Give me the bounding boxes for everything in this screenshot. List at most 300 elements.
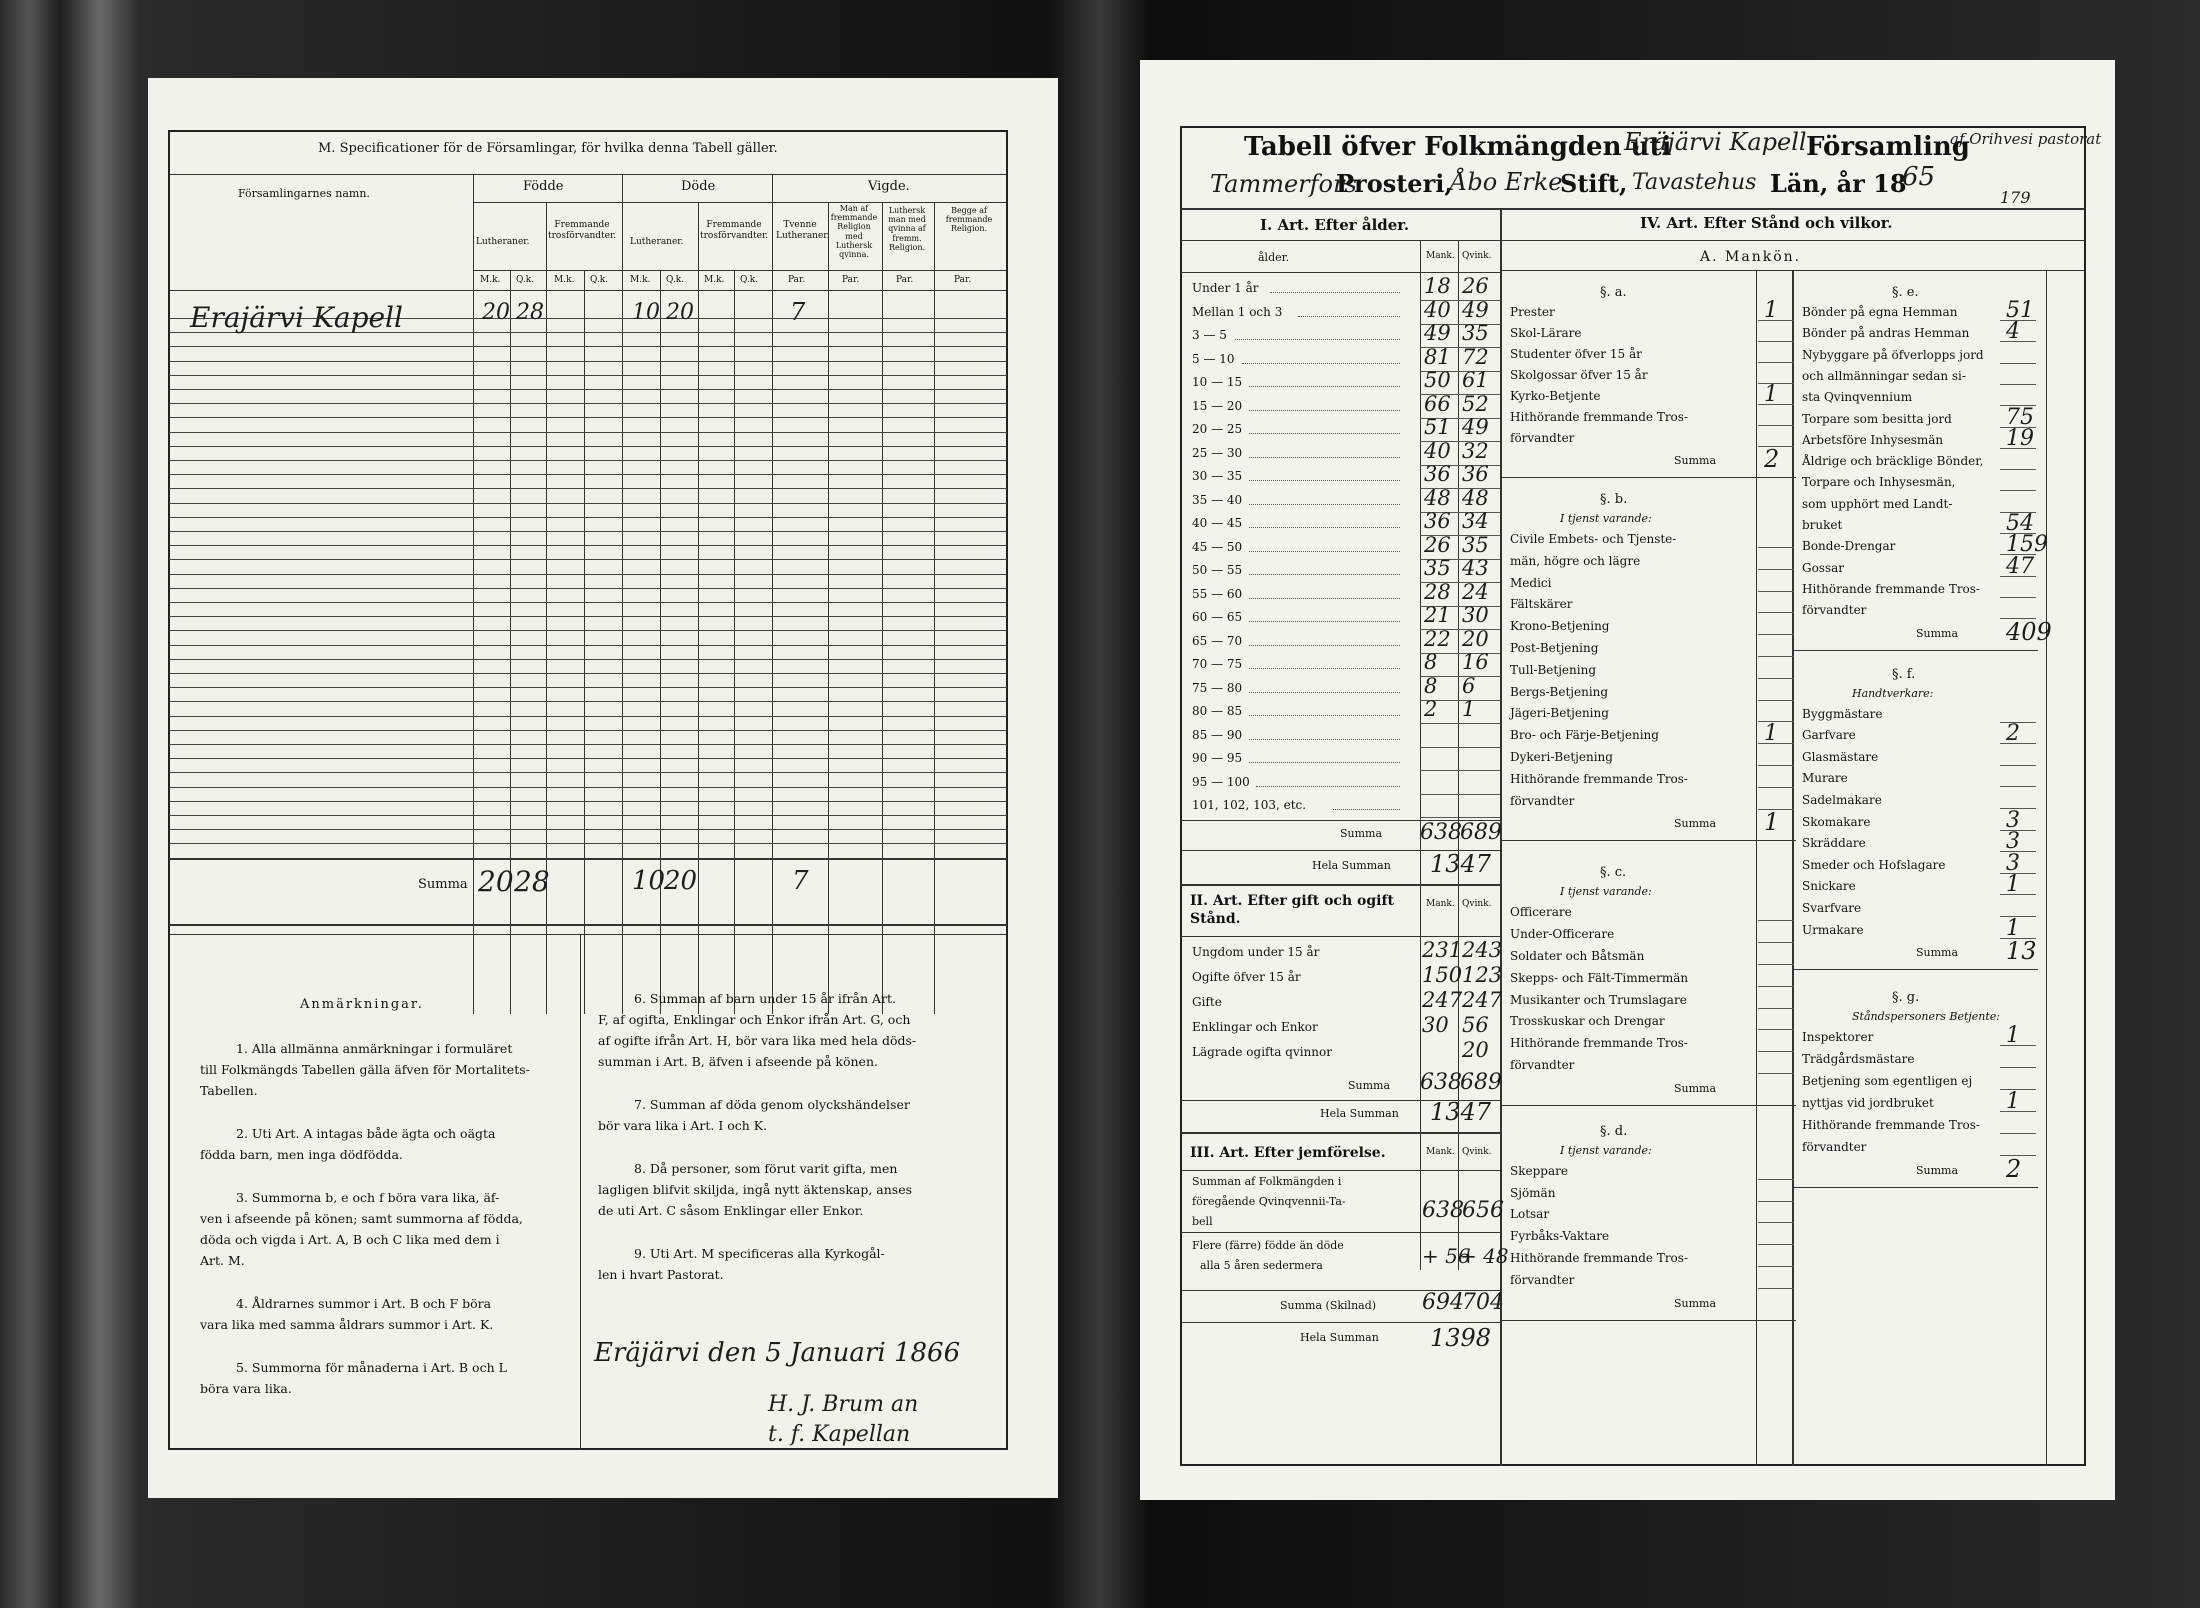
ruled-line (169, 730, 1007, 731)
section-row-label: Civile Embets- och Tjenste- (1510, 532, 1677, 546)
col-parish-name: Församlingarnes namn. (238, 187, 370, 200)
hdr-fodde-qk: Q.k. (516, 275, 535, 285)
ruled-line (169, 588, 1007, 589)
age-qvink: 49 (1462, 297, 1489, 322)
leader-dots (1249, 645, 1400, 646)
anm-title: Anmärkningar. (300, 997, 424, 1012)
art3-col-qvink: Qvink. (1462, 1147, 1492, 1157)
art3-r1-l3: bell (1192, 1215, 1213, 1228)
row-line (1758, 320, 1794, 321)
row-vigde-par: 7 (790, 298, 806, 326)
signature-title: t. f. Kapellan (768, 1422, 911, 1447)
section-row-label: Hithörande fremmande Tros- (1510, 1036, 1688, 1051)
vigde-man-fremm: Man af fremmande Religion med Luthersk qvinna. (830, 204, 878, 259)
row-line (1758, 547, 1794, 548)
row-line (2000, 363, 2036, 364)
row-line (1758, 591, 1794, 592)
age-qvink: 32 (1462, 438, 1489, 463)
age-mank: 28 (1424, 579, 1451, 604)
section-row-value: 1 (2006, 915, 2020, 941)
ruled-line (169, 744, 1007, 745)
dode-luth: Lutheraner. (630, 237, 684, 247)
section-summa-label: Summa (1916, 946, 1959, 960)
ruled-line (169, 758, 1007, 759)
section-row-value: 3 (2006, 807, 2020, 833)
ruled-line (169, 772, 1007, 773)
leader-dots (1249, 457, 1400, 458)
art1-summa-label: Summa (1340, 827, 1383, 840)
art2-qvink: 243 (1462, 938, 1503, 962)
ruled-line (169, 503, 1007, 504)
age-label: 101, 102, 103, etc. (1192, 798, 1307, 812)
note-line: F, af ogifta, Enklingar och Enkor ifrån Art. G, och (598, 1012, 911, 1027)
summa-line (1794, 969, 2038, 970)
leader-dots (1249, 715, 1400, 716)
section-row-label: Torpare och Inhysesmän, (1802, 475, 1956, 490)
age-mank: 66 (1424, 391, 1451, 416)
art1-summa-m: 638 (1420, 820, 1462, 845)
age-label: 75 — 80 (1192, 680, 1243, 695)
section-row-value: 4 (2006, 319, 2020, 345)
ruled-line (169, 801, 1007, 802)
art2-qvink: 56 (1462, 1013, 1489, 1037)
section-row-label: och allmänningar sedan si- (1802, 368, 1966, 383)
section-row-value: 1 (1764, 382, 1778, 407)
ruled-line (169, 701, 1007, 702)
ruled-line (169, 843, 1007, 844)
row-line (1758, 1051, 1794, 1052)
art2-mank: 30 (1422, 1013, 1449, 1037)
col-mank: Mank. (1426, 251, 1455, 261)
title-pre: Tabell öfver Folkmängden uti (1244, 132, 1672, 162)
hdr-par-4: Par. (954, 275, 972, 285)
ruled-line (169, 346, 1007, 347)
section-row-label: förvandter (1802, 603, 1867, 618)
section-row-label: Jägeri-Betjening (1510, 706, 1609, 721)
leader-dots (1242, 363, 1400, 364)
row-line (2000, 448, 2036, 449)
section-row-label: Skeppare (1510, 1163, 1568, 1178)
row-line (1758, 1008, 1794, 1009)
row-line (1758, 942, 1794, 943)
age-mank: 40 (1424, 297, 1451, 322)
age-qvink: 72 (1462, 344, 1489, 369)
row-line (2000, 597, 2036, 598)
age-qvink: 49 (1462, 415, 1489, 439)
age-mank: 36 (1424, 462, 1451, 486)
age-qvink: 24 (1462, 579, 1489, 604)
age-label: 20 — 25 (1192, 422, 1243, 436)
row-line (1758, 1222, 1794, 1223)
section-row-label: Bonde-Drengar (1802, 539, 1896, 554)
section-row-label: Betjening som egentligen ej (1802, 1074, 1973, 1089)
leader-dots (1249, 668, 1400, 669)
age-label: 65 — 70 (1192, 633, 1243, 648)
section-summa-value: 409 (2006, 617, 2052, 646)
ruled-line (169, 545, 1007, 546)
summa-line (1502, 1105, 1796, 1106)
section-row-label: förvandter (1802, 1140, 1867, 1155)
ruled-line (169, 460, 1007, 461)
notes-left (200, 1038, 570, 1399)
note-line: len i hvart Pastorat. (598, 1267, 724, 1282)
age-label: 60 — 65 (1192, 610, 1243, 624)
section-title: §. a. (1600, 285, 1627, 300)
note-line: 4. Åldrarnes summor i Art. B och F böra (236, 1296, 492, 1311)
art3-r2-l2: alla 5 åren sedermera (1200, 1259, 1323, 1272)
row-line (1758, 634, 1794, 635)
page-number: 179 (2000, 188, 2031, 207)
art2-mank: 247 (1422, 988, 1463, 1012)
row-line (1758, 743, 1794, 744)
leader-dots (1249, 598, 1400, 599)
prosteri: Prosteri, (1336, 169, 1453, 198)
art3-col-mank: Mank. (1426, 1147, 1455, 1157)
art3-title: III. Art. Efter jemförelse. (1190, 1145, 1386, 1161)
col-fodde: Födde (523, 179, 564, 194)
art2-summa-q: 689 (1460, 1070, 1502, 1095)
art3-skil-q: 704 (1462, 1290, 1504, 1315)
age-qvink: 6 (1462, 673, 1476, 698)
section-row-label: Torpare som besitta jord (1802, 411, 1952, 426)
ruled-line (169, 446, 1007, 447)
age-qvink: 61 (1462, 368, 1489, 392)
section-summa-label: Summa (1674, 817, 1717, 831)
hdr-par-3: Par. (896, 275, 914, 285)
section-summa-value: 2 (2006, 1155, 2022, 1184)
ruled-line (169, 659, 1007, 660)
section-row-value: 159 (2006, 532, 2048, 558)
art2-qvink: 20 (1462, 1038, 1489, 1062)
section-row-label: förvandter (1510, 1058, 1575, 1072)
a-manko: A. Mankön. (1700, 249, 1802, 265)
leader-dots (1249, 480, 1400, 481)
section-row-label: Soldater och Båtsmän (1510, 949, 1645, 963)
section-row-label: förvandter (1510, 793, 1575, 808)
age-label: 40 — 45 (1192, 516, 1243, 530)
section-row-value: 2 (2006, 721, 2020, 747)
section-row-label: Sadelmakare (1802, 792, 1882, 807)
art2-col-mank: Mank. (1426, 899, 1455, 909)
section-row-label: nyttjas vid jordbruket (1802, 1096, 1934, 1111)
art3-skil-m: 694 (1422, 1290, 1464, 1315)
art2-label: Enklingar och Enkor (1192, 1020, 1318, 1034)
section-row-label: Skol-Lärare (1510, 326, 1582, 340)
section-row-label: Hithörande fremmande Tros- (1802, 581, 1980, 596)
ruled-line (169, 517, 1007, 518)
row-line (1758, 700, 1794, 701)
art2-label: Gifte (1192, 995, 1222, 1009)
row-line (1758, 341, 1794, 342)
summa-label: Summa (418, 877, 468, 892)
col-alder: ålder. (1258, 251, 1290, 264)
signature-name: H. J. Brum an (768, 1392, 919, 1417)
section-row-label: Bergs-Betjening (1510, 684, 1609, 699)
leader-dots (1270, 292, 1400, 293)
section-row-label: Skepps- och Fält-Timmermän (1510, 970, 1689, 985)
age-label: 10 — 15 (1192, 375, 1243, 389)
note-line: döda och vigda i Art. A, B och C lika med dem i (200, 1232, 500, 1247)
age-label: 35 — 40 (1192, 492, 1243, 507)
section-row-value: 3 (2006, 829, 2020, 855)
summa-line (1794, 650, 2038, 651)
note-line: 8. Då personer, som förut varit gifta, men (634, 1161, 898, 1176)
age-label: 80 — 85 (1192, 704, 1243, 718)
row-line (2000, 1067, 2036, 1068)
art2-label: Ogifte öfver 15 år (1192, 970, 1301, 984)
section-subtitle: Handtverkare: (1852, 686, 1934, 700)
row-line (1420, 747, 1500, 748)
leader-dots (1249, 621, 1400, 622)
section-summa-label: Summa (1674, 1296, 1717, 1310)
note-line: summan i Art. B, äfven i afseende på könen. (598, 1054, 878, 1069)
row-line (2000, 1133, 2036, 1134)
age-qvink: 36 (1462, 462, 1489, 486)
summa-line (1502, 1320, 1796, 1321)
summa-fodde-qk: 28 (514, 865, 550, 898)
row-line (1758, 404, 1794, 405)
ruled-line (169, 474, 1007, 475)
note-line: vara lika med samma åldrars summor i Art. K. (200, 1317, 494, 1332)
row-line (1758, 920, 1794, 921)
section-row-label: Hithörande fremmande Tros- (1510, 771, 1688, 786)
art1-summa-q: 689 (1460, 820, 1502, 845)
row-line (1758, 1029, 1794, 1030)
age-qvink: 35 (1462, 321, 1489, 345)
leader-dots (1249, 527, 1400, 528)
age-mank: 50 (1424, 368, 1451, 392)
section-row-label: Hithörande fremmande Tros- (1510, 1251, 1688, 1265)
section-row-label: Prester (1510, 305, 1555, 319)
section-row-value: 1 (2006, 872, 2020, 898)
row-dode-qk: 20 (666, 300, 694, 325)
row-line (1758, 362, 1794, 363)
section-row-value: 75 (2006, 404, 2034, 430)
ruled-line (169, 361, 1007, 362)
hdr-dfremm-mk: M.k. (704, 275, 725, 285)
age-mank: 51 (1424, 415, 1451, 439)
section-row-label: Urmakare (1802, 922, 1864, 937)
age-mank: 48 (1424, 485, 1451, 510)
ruled-line (169, 815, 1007, 816)
note-line: böra vara lika. (200, 1381, 292, 1396)
art1-hela: 1347 (1430, 850, 1492, 878)
section-title: §. f. (1892, 666, 1916, 682)
row-line (1758, 612, 1794, 613)
section-row-value: 47 (2006, 553, 2034, 579)
ruled-line (169, 432, 1007, 433)
section-row-value: 19 (2006, 425, 2034, 451)
ruled-line (169, 389, 1007, 390)
hdr-fremm-qk: Q.k. (590, 275, 609, 285)
ruled-line (169, 602, 1007, 603)
art2-qvink: 123 (1462, 963, 1503, 987)
age-qvink: 35 (1462, 532, 1489, 557)
age-label: 3 — 5 (1192, 328, 1227, 342)
age-qvink: 43 (1462, 556, 1489, 580)
ruled-line (169, 645, 1007, 646)
age-qvink: 1 (1462, 697, 1476, 721)
section-row-value: 3 (2006, 850, 2020, 876)
section-row-label: Arbetsföre Inhysesmän (1802, 432, 1944, 447)
right-page (1140, 60, 2115, 1500)
summa-dode-qk: 20 (664, 866, 698, 896)
section-row-label: Sjömän (1510, 1185, 1556, 1200)
section-row-label: Hithörande fremmande Tros- (1510, 410, 1688, 424)
summa-line (1502, 840, 1796, 841)
note-line: lagligen blifvit skiljda, ingå nytt äktenskap, anses (598, 1182, 913, 1197)
section-row-value: 1 (2006, 1023, 2020, 1049)
ruled-line (169, 488, 1007, 489)
row-line (2000, 894, 2036, 895)
age-label: Under 1 år (1192, 281, 1259, 295)
section-summa-label: Summa (1674, 1081, 1717, 1095)
note-line: Art. M. (200, 1253, 245, 1268)
section-row-label: Svarfvare (1802, 900, 1862, 915)
summa-fodde-mk: 20 (478, 865, 514, 898)
age-label: 25 — 30 (1192, 445, 1243, 460)
art2-title: II. Art. Efter gift och ogift Stånd. (1190, 893, 1394, 928)
section-row-label: Tull-Betjening (1510, 662, 1597, 677)
age-mank: 35 (1424, 556, 1451, 580)
note-line: 9. Uti Art. M specificeras alla Kyrkogål- (634, 1246, 885, 1261)
leader-dots (1235, 339, 1400, 340)
section-title: §. g. (1892, 990, 1920, 1006)
title-pastorat: af Orihvesi pastorat (1950, 130, 2102, 148)
section-row-label: Skräddare (1802, 836, 1866, 851)
section-row-label: Medici (1510, 575, 1552, 590)
leader-dots (1333, 809, 1400, 810)
art2-mank: 150 (1422, 963, 1463, 987)
left-page (148, 78, 1058, 1498)
ruled-line (169, 616, 1007, 617)
section-summa-value: 2 (1764, 445, 1780, 473)
section-row-label: som upphört med Landt- (1802, 496, 1953, 511)
row-line (1758, 1201, 1794, 1202)
age-qvink: 34 (1462, 509, 1489, 533)
section-row-value: 1 (1764, 721, 1778, 747)
note-line: 6. Summan af barn under 15 år ifrån Art. (634, 991, 897, 1006)
art1-title: I. Art. Efter ålder. (1260, 216, 1410, 234)
section-row-label: Officerare (1510, 905, 1572, 920)
vigde-luth-man: Luthersk man med qvinna af fremm. Religion. (888, 206, 926, 252)
section-summa-label: Summa (1674, 454, 1717, 467)
section-row-label: Lotsar (1510, 1207, 1550, 1222)
section-row-label: förvandter (1510, 431, 1575, 445)
row-line (1420, 723, 1500, 724)
art2-qvink: 247 (1462, 988, 1503, 1012)
section-row-label: Under-Officerare (1510, 927, 1615, 942)
section-row-label: Skolgossar öfver 15 år (1510, 368, 1648, 382)
section-title: §. d. (1600, 1123, 1628, 1139)
age-mank: 36 (1424, 509, 1451, 533)
lan: Län, år 18 (1770, 169, 1907, 198)
age-qvink: 16 (1462, 650, 1489, 674)
section-row-label: Dykeri-Betjening (1510, 750, 1613, 764)
art3-hela-label: Hela Summan (1300, 1331, 1379, 1344)
row-line (2000, 490, 2036, 491)
hdr-dfremm-qk: Q.k. (740, 275, 759, 285)
hdr-fodde-mk: M.k. (480, 275, 501, 285)
row-line (1420, 794, 1500, 795)
ruled-line (169, 417, 1007, 418)
row-line (1420, 817, 1500, 818)
art3-hela: 1398 (1430, 1324, 1492, 1352)
leader-dots (1249, 386, 1400, 387)
dode-fremm: Fremmande trosförvandter. (700, 220, 769, 242)
section-subtitle: Ståndspersoners Betjente: (1852, 1010, 2001, 1024)
hdr-fremm-mk: M.k. (554, 275, 575, 285)
age-label: 15 — 20 (1192, 398, 1243, 413)
signature-date: Eräjärvi den 5 Januari 1866 (594, 1338, 961, 1368)
section-row-label: Bönder på andras Hemman (1802, 326, 1970, 341)
fodde-luth: Lutheraner. (476, 237, 530, 247)
age-mank: 18 (1424, 274, 1451, 298)
row-line (2000, 384, 2036, 385)
summa-dode-mk: 10 (632, 866, 666, 896)
age-mank: 40 (1424, 438, 1451, 463)
row-fodde-mk: 20 (482, 300, 510, 325)
section-row-label: Gossar (1802, 560, 1845, 575)
title-parish: Eräjärvi Kapell (1624, 128, 1807, 156)
row-line (1420, 770, 1500, 771)
row-line (1758, 1288, 1794, 1289)
age-mank: 8 (1424, 673, 1438, 698)
col-dode: Döde (681, 179, 716, 194)
age-label: 95 — 100 (1192, 774, 1250, 789)
age-label: 70 — 75 (1192, 657, 1243, 671)
art2-hela: 1347 (1430, 1098, 1492, 1126)
note-line: de uti Art. C såsom Enklingar eller Enkor. (598, 1203, 864, 1218)
row-line (2000, 743, 2036, 744)
section-subtitle: I tjenst varande: (1560, 885, 1652, 899)
age-mank: 81 (1424, 344, 1451, 369)
note-line: 3. Summorna b, e och f böra vara lika, äf- (236, 1190, 500, 1205)
art3-r2-l1: Flere (färre) födde än döde (1192, 1239, 1344, 1252)
age-label: 5 — 10 (1192, 351, 1235, 366)
section-row-value: 1 (1764, 298, 1778, 323)
age-label: 85 — 90 (1192, 727, 1243, 742)
section-row-label: Hithörande fremmande Tros- (1802, 1118, 1980, 1133)
ruled-line (169, 630, 1007, 631)
section-row-label: Nybyggare på öfverlopps jord (1802, 347, 1984, 362)
row-line (1758, 1179, 1794, 1180)
leader-dots (1298, 316, 1400, 317)
row-line (1758, 1266, 1794, 1267)
age-label: Mellan 1 och 3 (1192, 304, 1283, 319)
section-subtitle: I tjenst varande: (1560, 512, 1652, 525)
art2-mank: 231 (1422, 938, 1463, 962)
section-summa-label: Summa (1916, 626, 1959, 640)
age-label: 90 — 95 (1192, 751, 1243, 765)
row-line (1758, 1073, 1794, 1074)
row-line (1758, 1244, 1794, 1245)
art1-hela-label: Hela Summan (1312, 859, 1391, 872)
leader-dots (1249, 762, 1400, 763)
vigde-tvenne: Tvenne Lutheraner. (776, 220, 830, 242)
art3-r1-l1: Summan af Folkmängden i (1192, 1175, 1342, 1188)
leader-dots (1249, 551, 1400, 552)
section-row-label: Snickare (1802, 879, 1856, 894)
section-row-label: bruket (1802, 518, 1843, 532)
lan-name: Tavastehus (1632, 170, 1757, 195)
note-line: 2. Uti Art. A intagas både ägta och oägta (236, 1126, 496, 1141)
leader-dots (1249, 410, 1400, 411)
age-label: 55 — 60 (1192, 586, 1243, 601)
section-row-label: Murare (1802, 771, 1848, 786)
age-mank: 22 (1424, 626, 1451, 651)
section-row-label: Inspektorer (1802, 1030, 1874, 1045)
